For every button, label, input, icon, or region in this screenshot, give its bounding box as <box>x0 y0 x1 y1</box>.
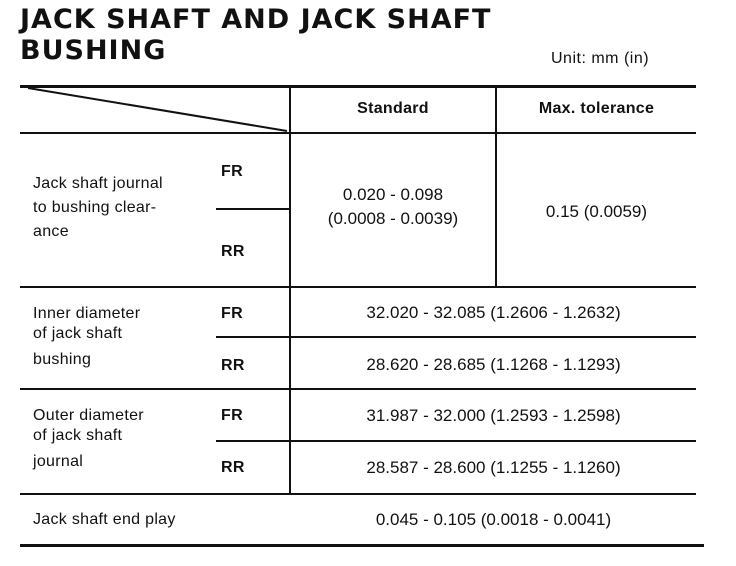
title-line-2: BUSHING <box>20 35 167 66</box>
row3-label: Outer diameter of jack shaft journal <box>33 407 144 470</box>
row4-label: Jack shaft end play <box>33 511 176 528</box>
header-max-tolerance: Max. tolerance <box>538 100 655 117</box>
row1-standard-value: 0.020 - 0.098 (0.0008 - 0.0039) <box>327 185 459 228</box>
row3-rr-label: RR <box>221 459 245 476</box>
row1-label: Jack shaft journal to bushing clear- ance <box>33 175 163 240</box>
row1-rr-label: RR <box>221 243 245 260</box>
row3-rr-value: 28.587 - 28.600 (1.1255 - 1.1260) <box>366 458 621 477</box>
row1-fr-label: FR <box>221 163 243 180</box>
row2-rr-label: RR <box>221 357 245 374</box>
row3-fr-label: FR <box>221 407 243 424</box>
unit-note: Unit: mm (in) <box>551 50 650 67</box>
row3-fr-value: 31.987 - 32.000 (1.2593 - 1.2598) <box>366 406 621 425</box>
row2-label: Inner diameter of jack shaft bushing <box>33 305 141 368</box>
header-standard: Standard <box>357 100 429 117</box>
row4-value: 0.045 - 0.105 (0.0018 - 0.0041) <box>375 510 612 529</box>
row2-rr-value: 28.620 - 28.685 (1.1268 - 1.1293) <box>366 355 621 374</box>
row2-fr-label: FR <box>221 305 243 322</box>
row1-max-tolerance-value: 0.15 (0.0059) <box>545 202 648 221</box>
title-line-1: JACK SHAFT AND JACK SHAFT <box>20 4 492 35</box>
row2-fr-value: 32.020 - 32.085 (1.2606 - 1.2632) <box>366 303 621 322</box>
